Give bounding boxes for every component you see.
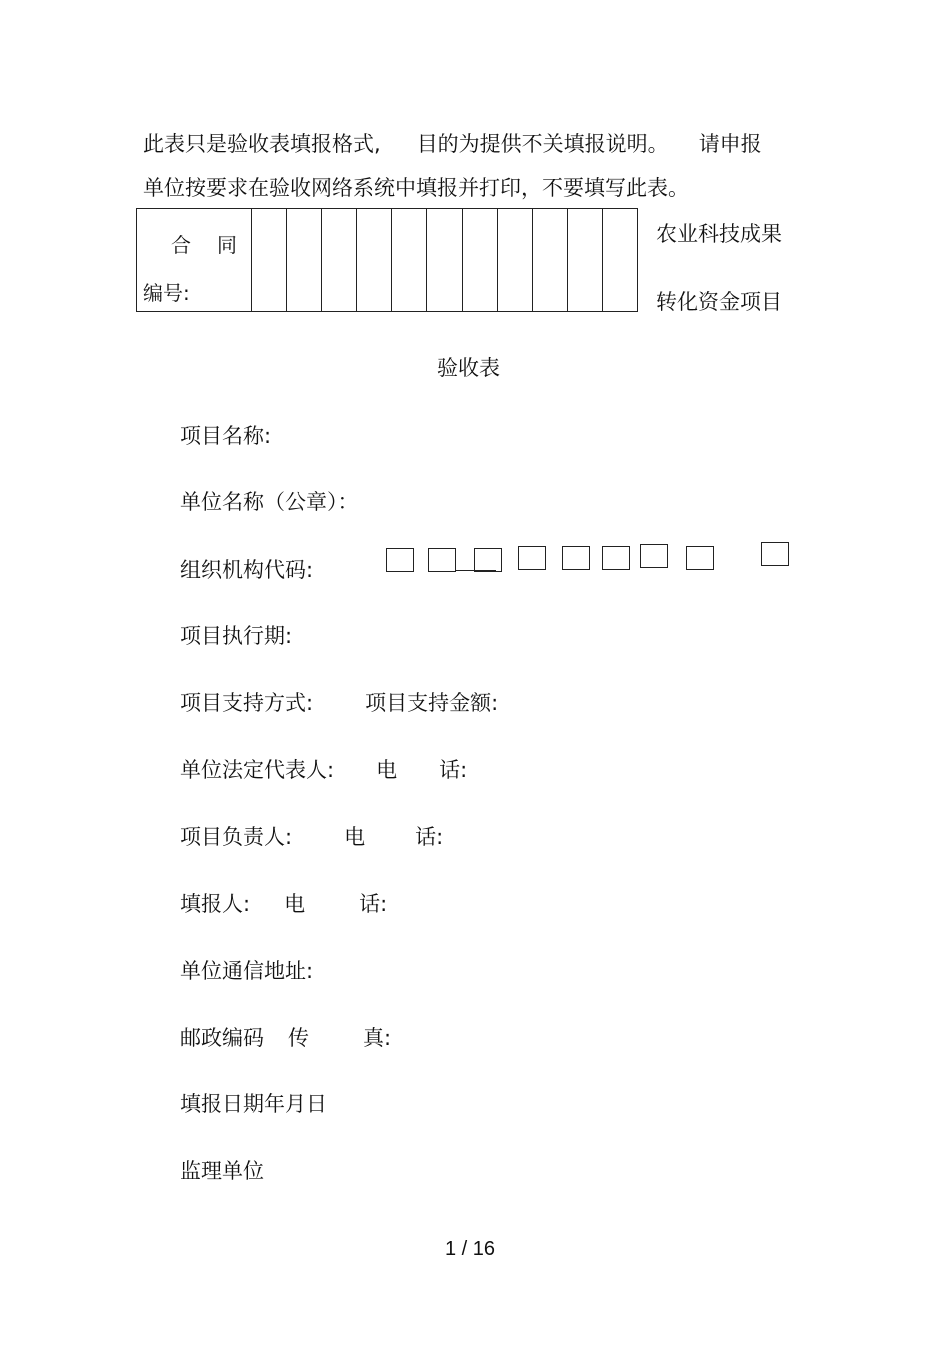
field-project-lead-row [180,821,443,851]
field-lead-phone-a: 电 [344,825,366,849]
contract-digit-cell[interactable] [498,209,533,311]
field-project-lead: 项目负责人: [180,825,293,849]
field-filler-phone-b: 话: [359,892,388,916]
field-support-amount: 项目支持金额: [365,691,499,715]
field-filler-row [180,888,387,918]
field-org-code: 组织机构代码: [180,558,314,582]
contract-digit-cell[interactable] [533,209,568,311]
field-project-name: 项目名称: [180,424,272,448]
page-number: 1 / 16 [445,1238,496,1260]
program-name-line-1: 农业科技成果 [656,222,782,246]
contract-label-cell [137,209,252,311]
contract-digit-cell[interactable] [357,209,392,311]
field-legal-phone-a: 电 [376,758,398,782]
program-name-line-2: 转化资金项目 [656,290,782,314]
field-filler-phone-a: 电 [284,892,306,916]
contract-digit-cell[interactable] [287,209,322,311]
form-title: 验收表 [437,356,500,380]
field-postcode: 邮政编码 [180,1026,264,1050]
field-legal-rep: 单位法定代表人: [180,758,335,782]
org-code-box[interactable] [640,544,668,568]
contract-digit-cell[interactable] [427,209,462,311]
field-filler: 填报人: [180,892,251,916]
intro-text-a: 此表只是验收表填报格式, [143,132,381,156]
org-code-box[interactable] [518,546,546,570]
field-lead-phone-b: 话: [415,825,444,849]
field-exec-period: 项目执行期: [180,624,293,648]
intro-text-c: 请申报 [698,132,762,156]
field-fax-a: 传 [288,1026,309,1050]
field-supervisor: 监理单位 [180,1159,264,1183]
org-code-box[interactable] [428,548,456,572]
intro-line-1 [143,128,762,158]
field-address: 单位通信地址: [180,959,314,983]
org-code-underline [456,570,496,571]
contract-label-top: 合 同 [171,233,239,257]
contract-digit-cell[interactable] [568,209,603,311]
org-code-box[interactable] [562,546,590,570]
field-postcode-row [180,1022,391,1052]
contract-digit-cell[interactable] [463,209,498,311]
field-legal-phone-b: 话: [439,758,468,782]
field-support-method: 项目支持方式: [180,691,314,715]
field-fill-date: 填报日期年月日 [180,1092,327,1116]
field-fax-b: 真: [363,1026,392,1050]
intro-text-b: 目的为提供不关填报说明。 [416,132,669,156]
org-code-box[interactable] [761,542,789,566]
org-code-box[interactable] [686,546,714,570]
org-code-box[interactable] [602,546,630,570]
contract-digit-cell[interactable] [603,209,637,311]
org-code-box[interactable] [386,548,414,572]
field-legal-rep-row [180,754,467,784]
intro-line-2: 单位按要求在验收网络系统中填报并打印，不要填写此表。 [143,176,689,200]
contract-digit-cell[interactable] [392,209,427,311]
field-unit-name: 单位名称（公章）： [180,490,359,514]
contract-label-bottom: 编号: [143,281,190,305]
contract-digit-cell[interactable] [252,209,287,311]
contract-digit-cell[interactable] [322,209,357,311]
org-code-box[interactable] [474,548,502,572]
contract-number-table [136,208,638,312]
field-support-row [180,687,498,717]
